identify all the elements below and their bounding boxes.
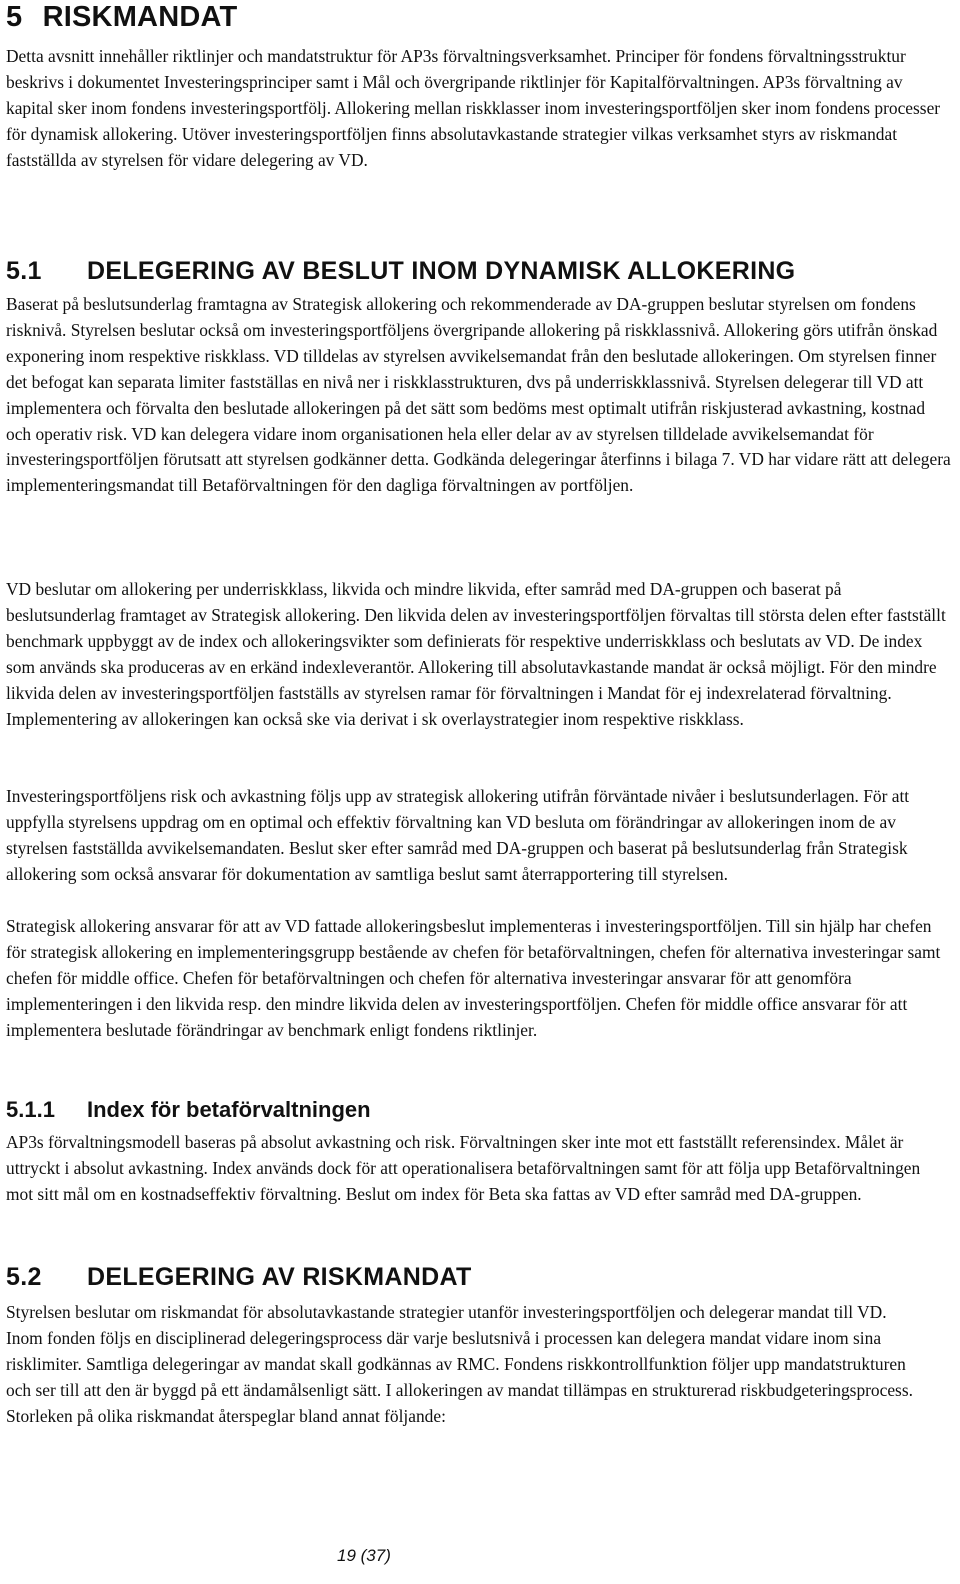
page-number: 19 (37): [337, 1546, 391, 1565]
section-5-1-1-paragraph: AP3s förvaltningsmodell baseras på absolut avkastning och risk. Förvaltningen sker inte mot ett fastställt referensindex. Målet är uttryckt i absolut avkastning. Index används dock för att operationalisera betaförvaltningen samt för att följa upp Betaförvaltningen mot sitt mål om en kostnadseffektiv förvaltning. Beslut om index för Beta ska fattas av VD efter samråd med DA-gruppen.: [6, 1132, 921, 1204]
section-5-1-paragraph-2: VD beslutar om allokering per underriskklass, likvida och mindre likvida, efter samråd med DA-gruppen och baserat på beslutsunderlag framtaget av Strategisk allokering. Den likvida delen av investeringsportföljen förvaltas till största delen efter fastställt benchmark uppbyggt av de index och allokeringsvikter som definierats för respektive underriskklass och beslutats av VD. De index som används ska produceras av en erkänd indexleverantör. Allokering till absolutavkastande mandat är också möjligt. För den mindre likvida delen av investeringsportföljen fastställs av styrelsen ramar för förvaltningen i Mandat för ej indexrelaterad förvaltning. Implementering av allokeringen kan också ske via derivat i sk overlaystrategier inom respektive riskklass.: [6, 579, 946, 729]
document-page: [6, 0, 952, 1584]
section-5-2-paragraph: Styrelsen beslutar om riskmandat för absolutavkastande strategier utanför investeringsportföljen och delegerar mandat till VD. Inom fonden följs en disciplinerad delegeringsprocess där varje beslutsnivå i processen kan delegera mandat vidare inom sina risklimiter. Samtliga delegeringar av mandat skall godkännas av RMC. Fondens riskkontrollfunktion följer upp mandatstrukturen och ser till att den är byggd på ett ändamålsenligt sätt. I allokeringen av mandat tillämpas en strukturerad riskbudgeteringsprocess. Storleken på olika riskmandat återspeglar bland annat följande:: [6, 1302, 913, 1426]
section-5-2-number: 5.2: [6, 1263, 42, 1291]
section-5-1-paragraph-4: Strategisk allokering ansvarar för att av VD fattade allokeringsbeslut implementeras i investeringsportföljen. Till sin hjälp har chefen för strategisk allokering en implementeringsgrupp bestående av chefen för betaförvaltningen, chefen för alternativa investeringar samt chefen för middle office. Chefen för betaförvaltningen och chefen för alternativa investeringar ansvarar för att genomföra implementeringen i den likvida resp. den mindre likvida delen av investeringsportföljen. Chefen för middle office ansvarar för att implementera beslutade förändringar av benchmark enligt fondens riktlinjer.: [6, 916, 941, 1040]
section-5-2-title: DELEGERING AV RISKMANDAT: [87, 1263, 472, 1291]
section-5-heading: [6, 0, 237, 33]
section-5-1-paragraph-3: Investeringsportföljens risk och avkastning följs upp av strategisk allokering utifrån förväntade nivåer i beslutsunderlagen. För att uppfylla styrelsens uppdrag om en optimal och effektiv förvaltning kan VD besluta om förändringar av allokeringen inom de av styrelsen fastställda avvikelsemandaten. Beslut sker efter samråd med DA-gruppen och baserat på beslutsunderlag från Strategisk allokering som också ansvarar för dokumentation av samtliga beslut samt återrapportering till styrelsen.: [6, 786, 910, 884]
section-5-1-title: DELEGERING AV BESLUT INOM DYNAMISK ALLOKERING: [87, 257, 796, 285]
section-5-1-1-number: 5.1.1: [6, 1097, 55, 1122]
section-5-1-paragraph-1: Baserat på beslutsunderlag framtagna av Strategisk allokering och rekommenderade av DA-gruppen beslutar styrelsen om fondens risknivå. Styrelsen beslutar också om investeringsportföljens övergripande allokering på riskklassnivå. Allokering görs utifrån önskad exponering inom respektive riskklass. VD tilldelas av styrelsen avvikelsemandat från den beslutade allokeringen. Om styrelsen finner det befogat kan separata limiter fastställas en nivå ner i riskklasstrukturen, dvs på underriskklassnivå. Styrelsen delegerar till VD att implementera och förvalta den beslutade allokeringen på det sätt som bedöms mest optimalt utifrån riskjusterad avkastning, kostnad och operativ risk. VD kan delegera vidare inom organisationen hela eller delar av av styrelsen tilldelade avvikelsemandat för investeringsportföljen förutsatt att styrelsen godkänner detta. Godkända delegeringar återfinns i bilaga 7. VD har vidare rätt att delegera implementeringsmandat till Betaförvaltningen för den dagliga förvaltningen av portföljen.: [6, 294, 951, 496]
section-5-1-heading: [6, 256, 795, 286]
section-5-1-1-heading: [6, 1096, 371, 1124]
section-5-title: RISKMANDAT: [42, 1, 238, 33]
section-5-number: 5: [6, 1, 23, 33]
section-5-2-heading: [6, 1262, 472, 1292]
section-5-intro: Detta avsnitt innehåller riktlinjer och mandatstruktur för AP3s förvaltningsverksamhet. Principer för fondens förvaltningsstruktur beskrivs i dokumentet Investeringsprinciper samt i Mål och övergripande riktlinjer för Kapitalförvaltningen. AP3s förvaltning av kapital sker inom fondens investeringsportfölj. Allokering mellan riskklasser inom investeringsportföljen sker inom fondens processer för dynamisk allokering. Utöver investeringsportföljen finns absolutavkastande strategier vilkas verksamhet styrs av riskmandat fastställda av styrelsen för vidare delegering av VD.: [6, 46, 941, 170]
section-5-1-number: 5.1: [6, 257, 42, 285]
section-5-1-1-title: Index för betaförvaltningen: [87, 1097, 371, 1122]
